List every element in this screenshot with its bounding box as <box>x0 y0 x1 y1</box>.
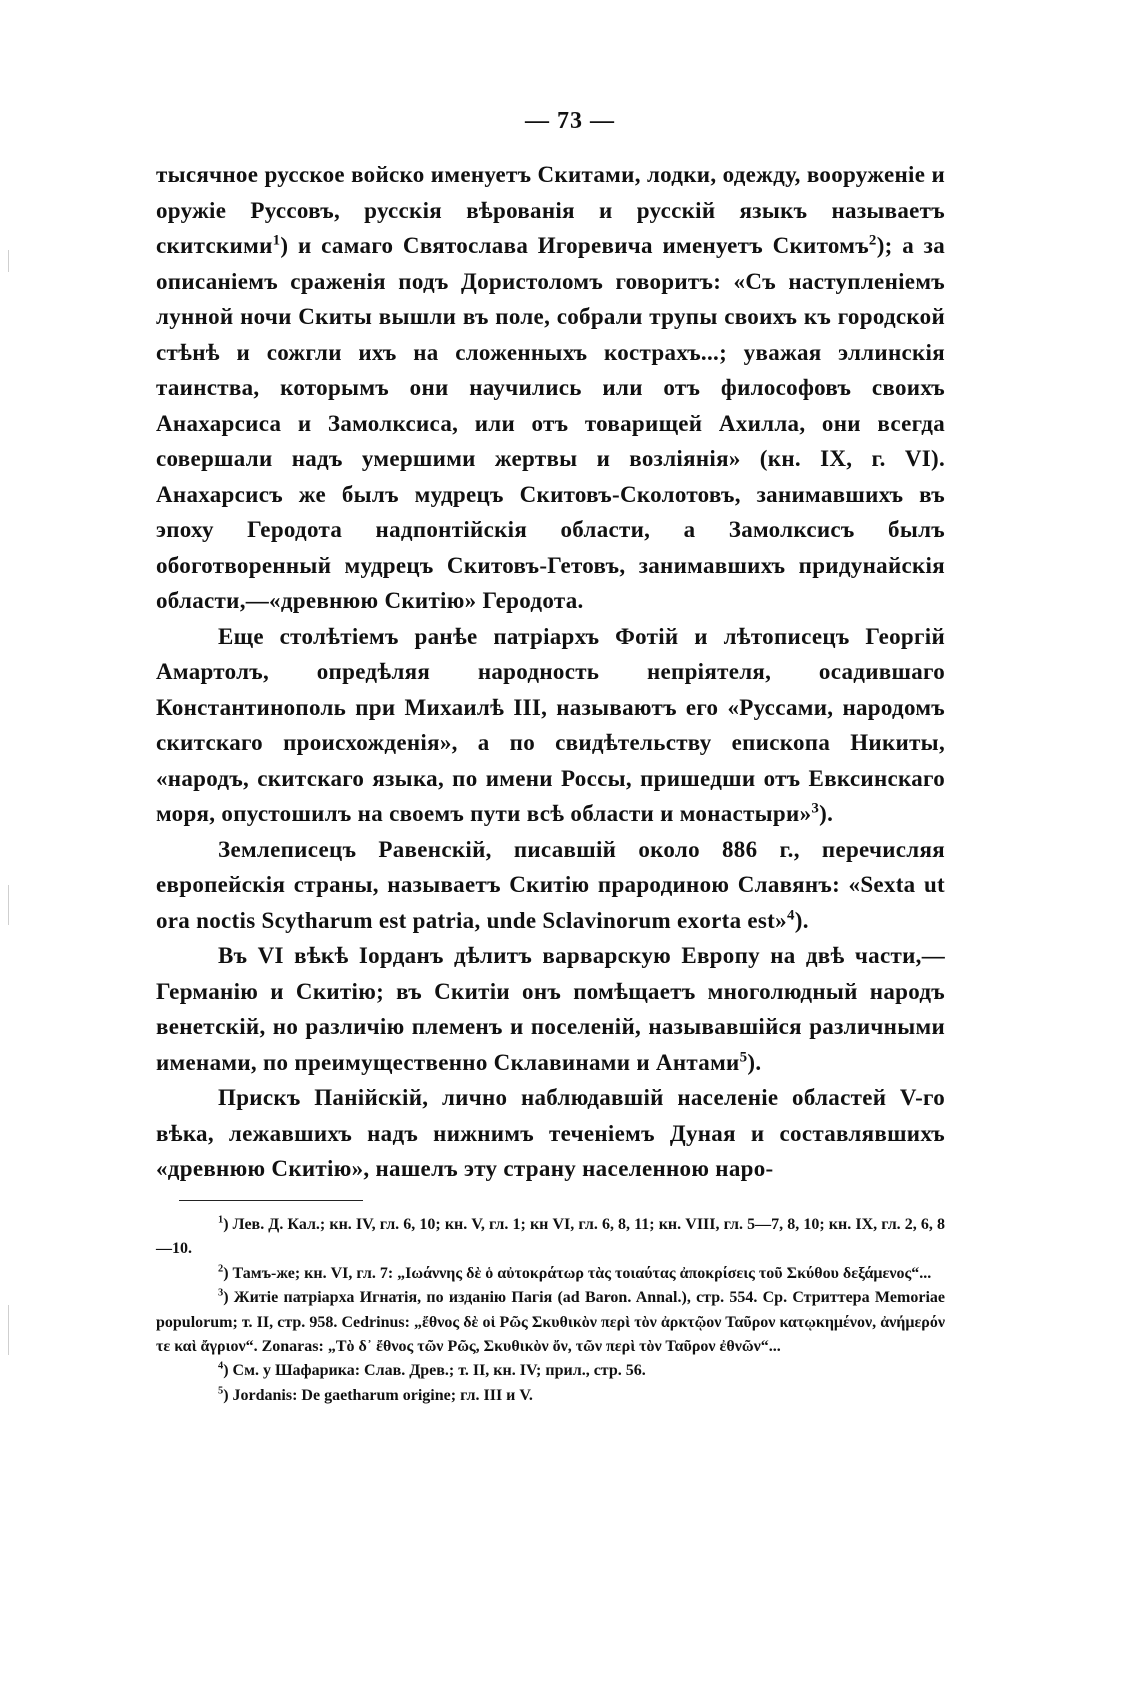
paragraph-1-part-2: ) и самаго Святослава Игоревича именуетъ Скитомъ <box>280 233 869 258</box>
paragraph-1 <box>156 157 945 619</box>
footnote-1 <box>156 1213 945 1262</box>
paragraph-3 <box>156 832 945 939</box>
scan-margin-mark <box>8 885 9 925</box>
footnote-reference-5: 5 <box>739 1048 748 1065</box>
page-number: — 73 — <box>525 108 615 134</box>
footnote-3 <box>156 1286 945 1359</box>
scan-margin-mark <box>8 1305 9 1355</box>
paragraph-3-part-2: ). <box>794 907 809 933</box>
footnote-number-5: 5 <box>218 1385 224 1397</box>
main-text <box>156 157 945 1187</box>
paragraph-1-part-1: тысячное русское войско именуетъ Скитами, лодки, одежду, вооруженіе и оружіе Руссовъ, русскія вѣрованія и русскій языкъ называетъ скитскими <box>156 162 945 258</box>
footnote-2 <box>156 1262 945 1286</box>
paragraph-2 <box>156 619 945 832</box>
footnote-text-1: ) Лев. Д. Кал.; кн. IV, гл. 6, 10; кн. V, гл. 1; кн VI, гл. 6, 8, 11; кн. VIII, гл. 5—7, 8, 10; кн. IX, гл. 2, 6, 8—10. <box>156 1216 945 1258</box>
footnote-separator <box>179 1200 363 1201</box>
paragraph-1-part-3: ); а за описаніемъ сраженія подъ Дористоломъ говоритъ: «Съ наступленіемъ лунной ночи Скиты вышли въ поле, собрали трупы своихъ къ городской стѣнѣ и сожгли ихъ на сложенныхъ кострахъ...; уважая эллинскія таинства, которымъ они научились или отъ философовъ своихъ Анахарсиса и Замолксиса, или отъ товарищей Ахилла, они всегда совершали надъ умершими жертвы и возліянія» (кн. IX, г. VI). Анахарсисъ же былъ мудрецъ Скитовъ-Сколотовъ, занимавшихъ въ эпоху Геродота надпонтійскія области, а Замолксисъ былъ обоготворенный мудрецъ Скитовъ-Гетовъ, занимавшихъ придунайскія области,—«древнюю Скитію» Геродота. <box>156 233 945 613</box>
footnote-5 <box>156 1384 945 1408</box>
footnote-reference-1: 1 <box>272 232 281 249</box>
footnote-number-2: 2 <box>218 1263 224 1275</box>
footnote-4 <box>156 1359 945 1383</box>
paragraph-5-text: Прискъ Панійскій, лично наблюдавшій населеніе областей V-го вѣка, лежавшихъ надъ нижнимъ теченіемъ Дуная и составлявшихъ «древнюю Скитію», нашелъ эту страну населенною наро- <box>156 1085 945 1181</box>
paragraph-2-part-1: Еще столѣтіемъ ранѣе патріархъ Фотій и лѣтописецъ Георгій Амартолъ, опредѣляя народность непріятеля, осадившаго Константинополь при Михаилѣ III, называютъ его «Руссами, народомъ скитскаго происхожденія», а по свидѣтельству епископа Никиты, «народъ, скитскаго языка, по имени Россы, пришедши отъ Евксинскаго моря, опустошилъ на своемъ пути всѣ области и монастыри» <box>156 623 945 826</box>
footnote-text-5: ) Jordanis: De gaetharum origine; гл. III и V. <box>223 1386 533 1404</box>
footnote-number-3: 3 <box>218 1287 224 1299</box>
footnote-reference-3: 3 <box>811 800 820 817</box>
footnote-text-2: ) Тамъ-же; кн. VI, гл. 7: „Ιωάννης δὲ ὁ αὐτοκράτωρ τὰς τοιαύτας ἀποκρίσεις τοῦ Σκύθου δεξάμενος“... <box>223 1264 932 1282</box>
paragraph-2-part-2: ). <box>819 801 834 826</box>
footnote-number-4: 4 <box>218 1361 224 1373</box>
paragraph-3-part-1: Землеписецъ Равенскій, писавшій около 886 г., перечисляя европейскія страны, называетъ Скитію прародиною Славянъ: «Sexta ut ora noctis Scytharum est patria, unde Sclavinorum exorta est» <box>156 836 945 933</box>
footnote-reference-2: 2 <box>868 232 877 249</box>
footnote-text-4: ) См. у Шафарика: Слав. Древ.; т. II, кн. IV; прил., стр. 56. <box>223 1362 646 1380</box>
scan-margin-mark <box>8 250 9 272</box>
paragraph-5 <box>156 1080 945 1187</box>
paragraph-4 <box>156 938 945 1080</box>
footnote-number-1: 1 <box>218 1214 224 1226</box>
paragraph-4-part-2: ). <box>747 1049 762 1075</box>
paragraph-4-part-1: Въ VI вѣкѣ Іорданъ дѣлитъ варварскую Европу на двѣ части,—Германію и Скитію; въ Скитіи онъ помѣщаетъ многолюдный народъ венетскій, но различію племенъ и поселеній, называвшійся различными именами, по преимущественно Склавинами и Антами <box>156 943 945 1075</box>
footnotes <box>156 1213 945 1408</box>
footnote-reference-4: 4 <box>786 906 795 923</box>
footnote-text-3: ) Житіе патріарха Игнатія, по изданію Пагія (ad Baron. Annal.), стр. 554. Ср. Стриттера Memoriae populorum; т. II, стр. 958. Cedrinus: „ἔθνος δὲ οἱ Ρῶς Σκυθικὸν περὶ τὸν ἀρκτῷον Ταῦρον κατῳκημένον, ἀνήμερόν τε καὶ ἄγριον“. Zonaras: „Τὸ δ᾽ ἔθνος τῶν Ρῶς, Σκυθικὸν ὄν, τῶν περὶ τὸν Ταῦρον ἐθνῶν“... <box>156 1289 945 1356</box>
